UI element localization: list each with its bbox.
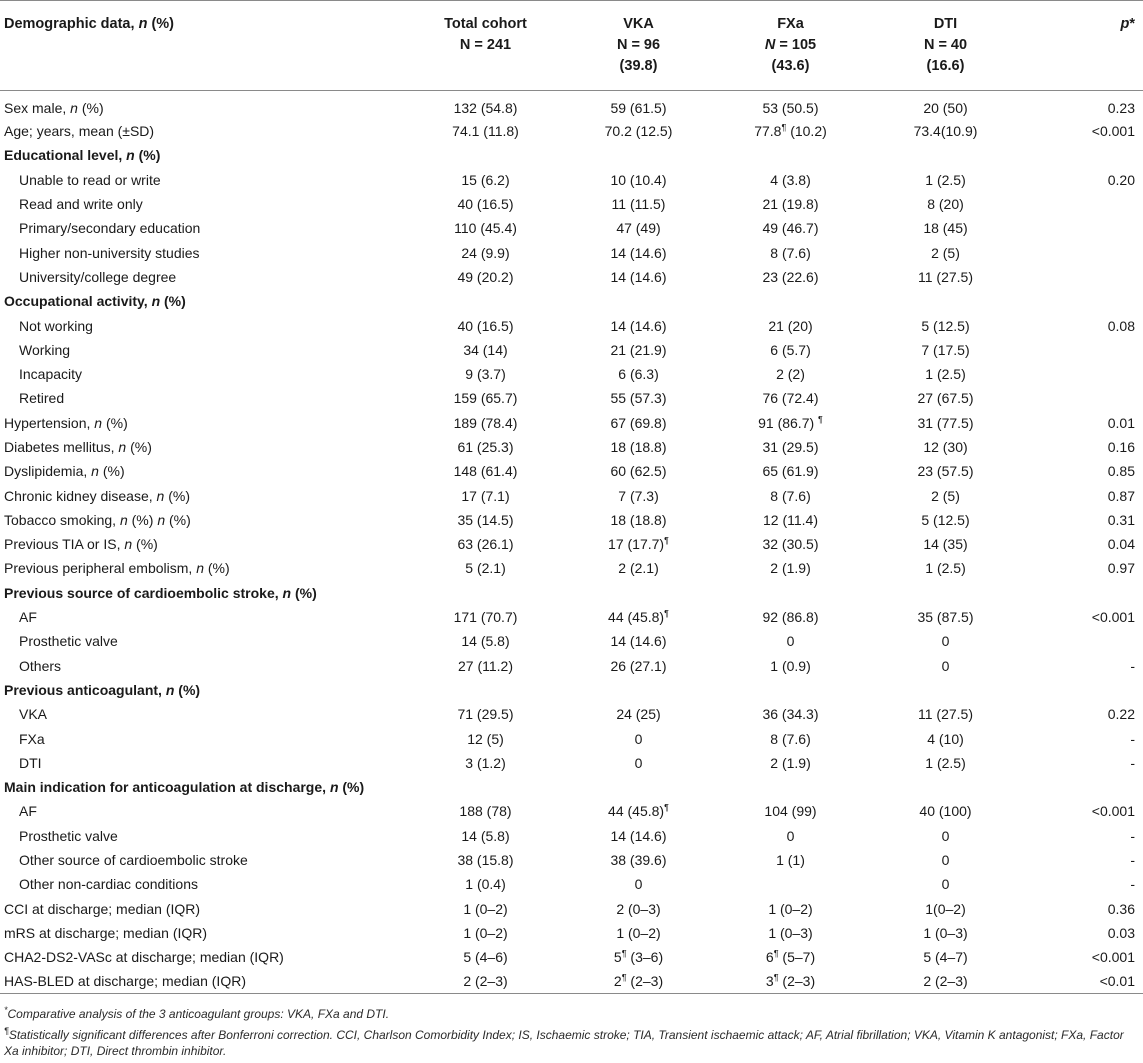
fxa-cell: 8 (7.6)	[770, 730, 811, 747]
fxa-cell: 1 (0–3)	[768, 924, 813, 941]
header-demographic-data: Demographic data, n (%)	[0, 1, 408, 91]
row-label: Previous source of cardioembolic stroke, n (%)	[4, 584, 317, 601]
vka-cell: 0	[634, 730, 643, 747]
p-value-cell	[1024, 240, 1143, 264]
row-label: Working	[19, 341, 71, 358]
vka-cell: 1 (0–2)	[616, 924, 661, 941]
table-row	[0, 824, 1143, 848]
row-label: AF	[19, 609, 37, 626]
p-value-cell: -	[1130, 730, 1135, 747]
table-row	[0, 969, 1143, 993]
table-row	[0, 799, 1143, 823]
total-cohort-cell	[408, 289, 563, 313]
table-row	[0, 216, 1143, 240]
total-cohort-cell: 110 (45.4)	[454, 220, 517, 237]
row-label: Unable to read or write	[19, 171, 161, 188]
p-value-cell: 0.22	[1107, 706, 1135, 723]
total-cohort-cell: 5 (4–6)	[463, 949, 508, 966]
p-value-cell: -	[1130, 852, 1135, 869]
total-cohort-cell: 40 (16.5)	[457, 317, 514, 334]
total-cohort-cell	[408, 581, 563, 605]
row-label: Others	[19, 657, 62, 674]
total-cohort-cell: 14 (5.8)	[461, 633, 510, 650]
dti-cell: 40 (100)	[919, 803, 972, 820]
dti-cell: 1 (2.5)	[925, 171, 966, 188]
dti-cell: 0	[941, 633, 950, 650]
vka-cell: 14 (14.6)	[610, 244, 667, 261]
fxa-cell: 49 (46.7)	[762, 220, 819, 237]
p-value-cell: 0.08	[1107, 317, 1135, 334]
fxa-cell	[714, 143, 867, 167]
dti-cell: 27 (67.5)	[917, 390, 974, 407]
p-value-cell: 0.23	[1107, 100, 1135, 116]
vka-cell: 17 (17.7)¶	[608, 535, 669, 553]
footnote-bonferroni-abbreviations: ¶Statistically significant differences after Bonferroni correction. CCI, Charlson Comorbidity Index; IS, Ischaemic stroke; TIA, Transient ischaemic attack; AF, Atrial fibrillation; VKA, Vitamin K antagonist; FXa, Factor Xa inhibitor; DTI, Direct thrombin inhibitor.	[4, 1026, 1124, 1058]
header-total-cohort: Total cohort N = 241	[408, 1, 563, 91]
fxa-cell: 36 (34.3)	[762, 706, 819, 723]
vka-cell: 14 (14.6)	[610, 268, 667, 285]
vka-cell: 5¶ (3–6)	[613, 948, 664, 966]
total-cohort-cell: 63 (26.1)	[457, 536, 514, 553]
vka-cell: 55 (57.3)	[610, 390, 667, 407]
vka-cell: 0	[634, 876, 643, 893]
vka-cell: 21 (21.9)	[610, 341, 667, 358]
row-label: VKA	[19, 706, 48, 723]
fxa-cell: 8 (7.6)	[770, 487, 811, 504]
vka-cell: 18 (18.8)	[610, 511, 667, 528]
fxa-cell: 0	[786, 633, 795, 650]
row-label: Not working	[19, 317, 93, 334]
fxa-cell: 77.8¶ (10.2)	[754, 122, 827, 140]
dti-cell: 12 (30)	[923, 439, 968, 455]
table-row	[0, 483, 1143, 507]
p-value-cell: <0.01	[1024, 969, 1143, 993]
fxa-cell: 2 (2)	[776, 366, 805, 383]
header-dti: DTI N = 40 (16.6)	[867, 1, 1024, 91]
table-row	[0, 897, 1143, 921]
row-label: CCI at discharge; median (IQR)	[4, 900, 201, 917]
vka-cell	[563, 143, 714, 167]
fxa-cell: 6¶ (5–7)	[765, 948, 816, 966]
row-label: Higher non-university studies	[19, 244, 200, 261]
dti-cell: 1 (2.5)	[925, 366, 966, 383]
dti-cell: 1 (0–3)	[923, 924, 968, 941]
vka-cell: 11 (11.5)	[611, 196, 666, 213]
fxa-cell: 0	[786, 827, 795, 844]
p-value-cell: <0.001	[1091, 949, 1135, 966]
fxa-cell: 104 (99)	[764, 803, 817, 820]
table-row	[0, 168, 1143, 192]
row-label: Previous anticoagulant, n (%)	[4, 681, 201, 698]
p-value-cell: 0.85	[1107, 463, 1135, 480]
row-label: Other non-cardiac conditions	[19, 876, 198, 893]
row-label: Retired	[19, 390, 65, 407]
p-value-cell	[1024, 143, 1143, 167]
p-value-cell: 0.87	[1107, 487, 1135, 504]
row-label: Prosthetic valve	[19, 827, 118, 844]
fxa-cell: 3¶ (2–3)	[714, 969, 867, 993]
header-row	[0, 1, 1143, 91]
total-cohort-cell: 9 (3.7)	[465, 366, 506, 383]
vka-cell: 7 (7.3)	[618, 487, 659, 504]
vka-cell: 70.2 (12.5)	[604, 123, 673, 140]
header-vka: VKA N = 96 (39.8)	[563, 1, 714, 91]
vka-cell: 2 (0–3)	[616, 900, 661, 917]
dti-cell	[867, 775, 1024, 799]
dti-cell	[867, 581, 1024, 605]
vka-cell: 44 (45.8)¶	[608, 608, 669, 626]
total-cohort-cell: 38 (15.8)	[457, 852, 514, 869]
p-value-cell: 0.97	[1107, 560, 1135, 577]
fxa-cell	[714, 581, 867, 605]
total-cohort-cell	[408, 775, 563, 799]
total-cohort-cell: 5 (2.1)	[465, 560, 506, 577]
row-label: Educational level, n (%)	[4, 147, 161, 164]
table-row	[0, 338, 1143, 362]
fxa-cell: 2 (1.9)	[770, 754, 811, 771]
p-value-cell: <0.001	[1091, 609, 1135, 626]
row-label: Incapacity	[19, 366, 83, 383]
fxa-cell: 1 (1)	[776, 852, 805, 869]
table-row	[0, 629, 1143, 653]
vka-cell: 24 (25)	[616, 706, 661, 723]
footnote-comparative-analysis: *Comparative analysis of the 3 anticoagulant groups: VKA, FXa and DTI.	[4, 1005, 390, 1021]
total-cohort-cell: 171 (70.7)	[453, 609, 518, 626]
vka-cell: 0	[634, 754, 643, 771]
row-label: HAS-BLED at discharge; median (IQR)	[0, 969, 408, 993]
dti-cell: 2 (5)	[931, 244, 960, 261]
dti-cell: 18 (45)	[923, 220, 968, 237]
p-value-cell	[1024, 386, 1143, 410]
total-cohort-cell: 34 (14)	[463, 341, 508, 358]
row-label: Prosthetic valve	[19, 633, 118, 650]
total-cohort-cell: 1 (0.4)	[465, 876, 506, 893]
total-cohort-cell: 14 (5.8)	[461, 827, 510, 844]
table-row	[0, 459, 1143, 483]
vka-cell	[563, 678, 714, 702]
dti-cell: 5 (12.5)	[921, 511, 970, 528]
table-row	[0, 945, 1143, 969]
total-cohort-cell	[408, 143, 563, 167]
dti-cell: 1 (2.5)	[925, 560, 966, 577]
total-cohort-cell: 40 (16.5)	[457, 196, 514, 213]
vka-cell: 10 (10.4)	[610, 171, 667, 188]
table-row	[0, 240, 1143, 264]
header-p-value: p*	[1024, 1, 1143, 91]
dti-cell: 73.4(10.9)	[913, 123, 978, 140]
vka-cell: 67 (69.8)	[610, 414, 667, 431]
fxa-cell: 6 (5.7)	[770, 341, 811, 358]
section-row	[0, 581, 1143, 605]
p-value-cell: 0.04	[1107, 536, 1135, 553]
p-value-cell	[1024, 265, 1143, 289]
section-row	[0, 775, 1143, 799]
row-label: Sex male, n (%)	[4, 100, 104, 116]
row-label: Chronic kidney disease, n (%)	[4, 487, 190, 504]
vka-cell: 26 (27.1)	[610, 657, 667, 674]
vka-cell: 6 (6.3)	[618, 366, 659, 383]
p-value-cell: -	[1130, 754, 1135, 771]
dti-cell: 11 (27.5)	[918, 706, 973, 723]
vka-cell	[563, 289, 714, 313]
total-cohort-cell: 17 (7.1)	[461, 487, 510, 504]
fxa-cell: 65 (61.9)	[762, 463, 819, 480]
vka-cell: 38 (39.6)	[610, 852, 667, 869]
dti-cell: 1(0–2)	[925, 900, 966, 917]
row-label: mRS at discharge; median (IQR)	[4, 924, 208, 941]
dti-cell: 0	[941, 827, 950, 844]
row-label: DTI	[19, 754, 42, 771]
table-row	[0, 532, 1143, 556]
total-cohort-cell: 1 (0–2)	[463, 900, 508, 917]
p-value-cell: 0.16	[1107, 439, 1135, 455]
dti-cell: 2 (5)	[931, 487, 960, 504]
table-row	[0, 91, 1143, 120]
total-cohort-cell: 188 (78)	[459, 803, 512, 820]
row-label: Previous peripheral embolism, n (%)	[4, 560, 230, 577]
dti-cell: 0	[941, 876, 950, 893]
fxa-cell	[714, 678, 867, 702]
table-row	[0, 508, 1143, 532]
fxa-cell: 1 (0–2)	[768, 900, 813, 917]
p-value-cell: 0.31	[1107, 511, 1135, 528]
fxa-cell	[714, 775, 867, 799]
table-row	[0, 726, 1143, 750]
p-value-cell	[1024, 192, 1143, 216]
table-row	[0, 751, 1143, 775]
dti-cell: 4 (10)	[927, 730, 964, 747]
total-cohort-cell: 74.1 (11.8)	[452, 123, 519, 140]
p-value-cell	[1024, 678, 1143, 702]
fxa-cell: 4 (3.8)	[770, 171, 811, 188]
row-label: Occupational activity, n (%)	[4, 293, 186, 310]
dti-cell: 8 (20)	[927, 196, 964, 213]
p-value-cell: 0.20	[1107, 171, 1135, 188]
dti-cell: 0	[941, 657, 950, 674]
fxa-cell: 21 (20)	[768, 317, 813, 334]
p-value-cell: -	[1130, 827, 1135, 844]
total-cohort-cell: 2 (2–3)	[408, 969, 563, 993]
fxa-cell	[714, 289, 867, 313]
p-value-cell: 0.36	[1107, 900, 1135, 917]
vka-cell: 47 (49)	[616, 220, 661, 237]
section-row	[0, 143, 1143, 167]
p-value-cell: <0.001	[1091, 803, 1135, 820]
p-value-cell: 0.01	[1107, 414, 1135, 431]
table-row	[0, 192, 1143, 216]
vka-cell: 14 (14.6)	[610, 827, 667, 844]
table-row	[0, 702, 1143, 726]
row-label: Read and write only	[19, 196, 143, 213]
fxa-cell: 53 (50.5)	[762, 100, 819, 116]
fxa-cell: 1 (0.9)	[770, 657, 811, 674]
dti-cell: 0	[941, 852, 950, 869]
dti-cell: 20 (50)	[923, 100, 968, 116]
dti-cell: 11 (27.5)	[918, 268, 973, 285]
row-label: Previous TIA or IS, n (%)	[4, 536, 158, 553]
total-cohort-cell: 189 (78.4)	[453, 414, 518, 431]
row-label: CHA2-DS2-VASc at discharge; median (IQR)	[4, 949, 284, 966]
table-row	[0, 386, 1143, 410]
total-cohort-cell: 27 (11.2)	[458, 657, 513, 674]
fxa-cell: 23 (22.6)	[762, 268, 819, 285]
fxa-cell: 21 (19.8)	[762, 196, 819, 213]
dti-cell: 14 (35)	[923, 536, 968, 553]
vka-cell	[563, 581, 714, 605]
section-row	[0, 678, 1143, 702]
table-row	[0, 119, 1143, 143]
vka-cell: 44 (45.8)¶	[608, 802, 669, 820]
fxa-cell: 8 (7.6)	[770, 244, 811, 261]
p-value-cell	[1024, 581, 1143, 605]
table-body	[0, 91, 1143, 994]
table-row	[0, 872, 1143, 896]
row-label: Other source of cardioembolic stroke	[19, 852, 248, 869]
p-value-cell	[1024, 629, 1143, 653]
fxa-cell: 32 (30.5)	[762, 536, 819, 553]
total-cohort-cell: 3 (1.2)	[465, 754, 506, 771]
table-header	[0, 1, 1143, 91]
table-footnotes	[4, 1006, 1134, 1059]
fxa-cell: 2 (1.9)	[770, 560, 811, 577]
row-label: Diabetes mellitus, n (%)	[4, 439, 152, 455]
vka-cell: 14 (14.6)	[610, 633, 667, 650]
row-label: AF	[19, 803, 37, 820]
fxa-cell: 91 (86.7) ¶	[758, 414, 823, 431]
row-label: Age; years, mean (±SD)	[4, 123, 155, 140]
header-fxa: FXa N = 105 (43.6)	[714, 1, 867, 91]
p-value-cell	[1024, 216, 1143, 240]
vka-cell: 18 (18.8)	[610, 439, 667, 455]
p-value-cell	[1024, 362, 1143, 386]
fxa-cell: 76 (72.4)	[762, 390, 819, 407]
p-value-cell: -	[1130, 876, 1135, 893]
dti-cell: 5 (4–7)	[923, 949, 968, 966]
table-row	[0, 605, 1143, 629]
dti-cell	[867, 143, 1024, 167]
dti-cell	[867, 289, 1024, 313]
vka-cell: 59 (61.5)	[610, 100, 667, 116]
total-cohort-cell: 159 (65.7)	[453, 390, 518, 407]
table-row	[0, 362, 1143, 386]
fxa-cell	[714, 872, 867, 896]
row-label: Dyslipidemia, n (%)	[4, 463, 125, 480]
vka-cell: 2 (2.1)	[618, 560, 659, 577]
vka-cell: 60 (62.5)	[610, 463, 667, 480]
row-label: University/college degree	[19, 268, 177, 285]
table-row	[0, 921, 1143, 945]
table-row	[0, 313, 1143, 337]
table-row	[0, 654, 1143, 678]
total-cohort-cell: 24 (9.9)	[461, 244, 510, 261]
fxa-cell: 12 (11.4)	[763, 511, 818, 528]
table-row	[0, 435, 1143, 459]
row-label: Hypertension, n (%)	[4, 414, 128, 431]
vka-cell: 2¶ (2–3)	[563, 969, 714, 993]
total-cohort-cell: 12 (5)	[467, 730, 504, 747]
row-label: Main indication for anticoagulation at discharge, n (%)	[4, 779, 365, 796]
row-label: FXa	[19, 730, 45, 747]
p-value-cell	[1024, 775, 1143, 799]
dti-cell: 31 (77.5)	[917, 414, 974, 431]
fxa-cell: 92 (86.8)	[762, 609, 819, 626]
row-label: Primary/secondary education	[19, 220, 201, 237]
table-row	[0, 265, 1143, 289]
total-cohort-cell: 71 (29.5)	[457, 706, 514, 723]
total-cohort-cell	[408, 678, 563, 702]
dti-cell	[867, 678, 1024, 702]
p-value-cell: <0.001	[1091, 123, 1135, 140]
total-cohort-cell: 148 (61.4)	[453, 463, 518, 480]
section-row	[0, 289, 1143, 313]
p-value-cell	[1024, 289, 1143, 313]
p-value-cell: -	[1130, 657, 1135, 674]
p-value-cell: 0.03	[1107, 924, 1135, 941]
dti-cell: 35 (87.5)	[917, 609, 974, 626]
total-cohort-cell: 49 (20.2)	[457, 268, 514, 285]
dti-cell: 1 (2.5)	[925, 754, 966, 771]
total-cohort-cell: 15 (6.2)	[461, 171, 510, 188]
total-cohort-cell: 132 (54.8)	[453, 100, 518, 116]
p-value-cell	[1024, 338, 1143, 362]
row-label: Tobacco smoking, n (%) n (%)	[4, 511, 191, 528]
fxa-cell: 31 (29.5)	[762, 439, 819, 455]
dti-cell: 2 (2–3)	[867, 969, 1024, 993]
table-row	[0, 411, 1143, 435]
table-row	[0, 556, 1143, 580]
vka-cell	[563, 775, 714, 799]
total-cohort-cell: 61 (25.3)	[457, 439, 514, 455]
total-cohort-cell: 35 (14.5)	[457, 511, 514, 528]
dti-cell: 7 (17.5)	[921, 341, 970, 358]
vka-cell: 14 (14.6)	[610, 317, 667, 334]
dti-cell: 23 (57.5)	[917, 463, 974, 480]
total-cohort-cell: 1 (0–2)	[463, 924, 508, 941]
table-row	[0, 848, 1143, 872]
dti-cell: 5 (12.5)	[921, 317, 970, 334]
